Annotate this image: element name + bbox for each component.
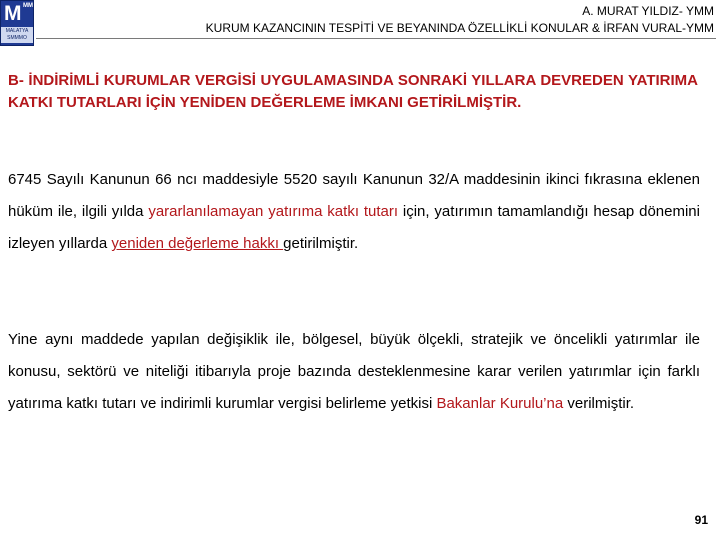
header-author: A. MURAT YILDIZ- YMM <box>582 4 714 18</box>
paragraph-1 <box>8 164 700 260</box>
paragraph-1-text-c: getirilmiştir. <box>283 235 359 252</box>
logo-mark: M <box>4 2 22 25</box>
paragraph-1-text-b: için, yatırımın tamamlandığı hesap dönemini izleyen yıllarda <box>8 203 700 252</box>
paragraph-1-text-a: 6745 Sayılı Kanunun 66 ncı maddesiyle 5520 sayılı Kanunun 32/A maddesinin ikinci fıkrasına eklenen hüküm ile, ilgili yılda <box>8 171 700 220</box>
paragraph-2-text-b: verilmiştir. <box>563 395 635 412</box>
logo <box>0 0 34 46</box>
logo-line2: SMMMO <box>7 35 27 41</box>
header-divider <box>36 38 716 39</box>
paragraph-1-highlight-b: yeniden değerleme hakkı <box>111 235 284 252</box>
paragraph-2 <box>8 324 700 420</box>
page-number: 91 <box>694 513 708 527</box>
section-heading: B- İNDİRİMLİ KURUMLAR VERGİSİ UYGULAMASINDA SONRAKİ YILLARA DEVREDEN YATIRIMA KATKI TUTARLARI İÇİN YENİDEN DEĞERLEME İMKANI GETİRİLMİŞTİR. <box>8 72 698 111</box>
paragraph-1-highlight-a: yararlanılamayan yatırıma katkı tutarı <box>148 203 399 220</box>
logo-line1: MALATYA <box>5 28 29 34</box>
paragraph-2-text-a: Yine aynı maddede yapılan değişiklik ile, bölgesel, büyük ölçekli, stratejik ve öncelikli yatırımlar ile konusu, sektörü ve niteliği itibarıyla proje bazında desteklenmesine karar verilen yatırımlar için farklı yatırıma katkı tutarı ve indirimli kurumlar vergisi belirleme yetkisi <box>8 331 700 412</box>
logo-mm: MM <box>23 3 33 9</box>
paragraph-2-highlight: Bakanlar Kurulu’na <box>436 395 564 412</box>
header-subtitle: KURUM KAZANCININ TESPİTİ VE BEYANINDA ÖZELLİKLİ KONULAR & İRFAN VURAL-YMM <box>205 21 714 35</box>
